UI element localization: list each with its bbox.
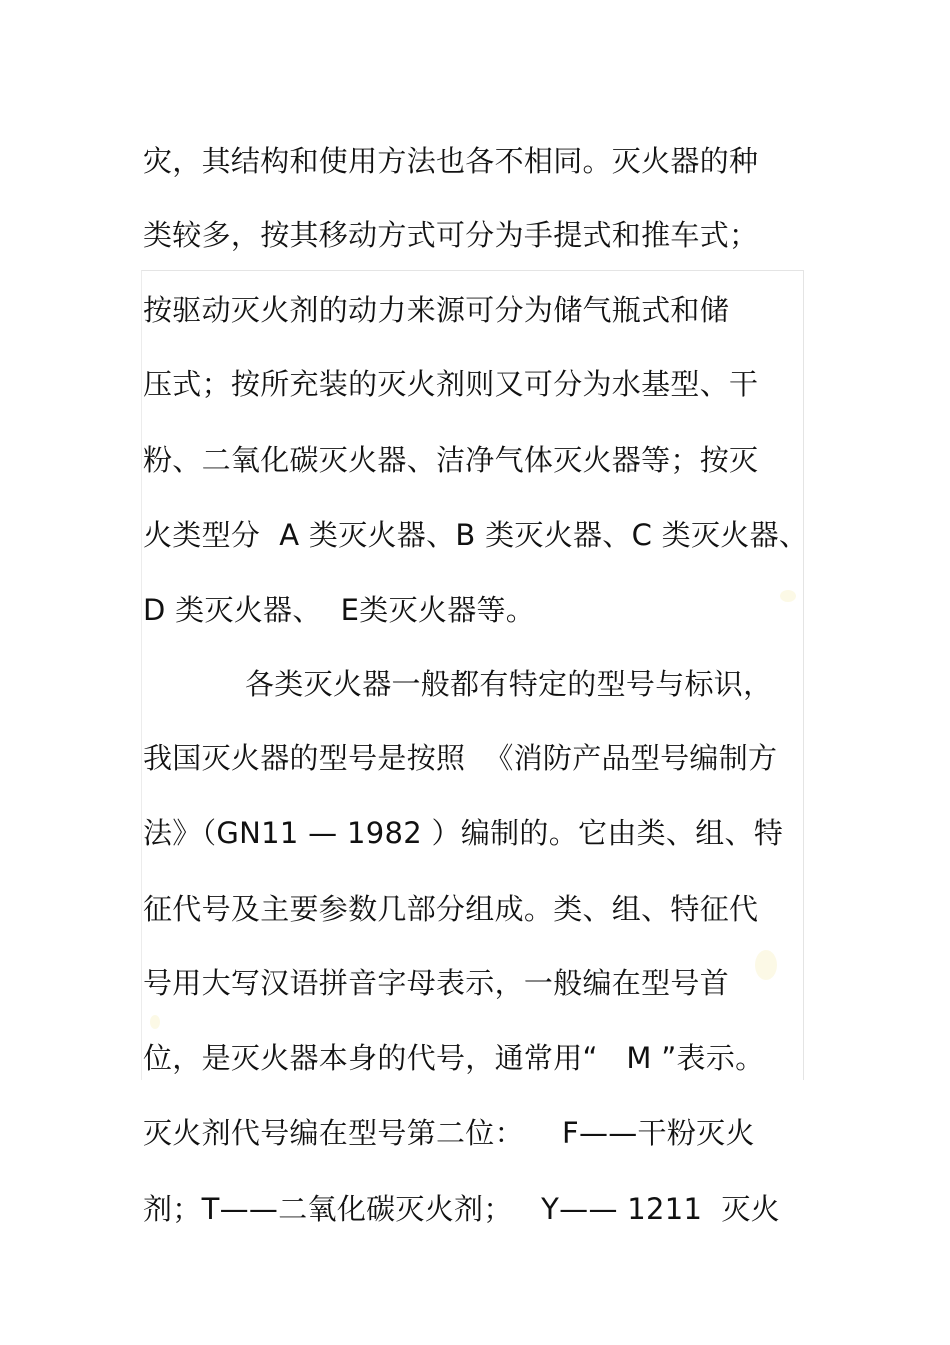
body-text-line: 征代号及主要参数几部分组成。类、组、特征代	[143, 892, 759, 926]
body-text-line: 粉、二氧化碳灭火器、洁净气体灭火器等；按灭	[143, 443, 759, 477]
body-text-line: 我国灭火器的型号是按照 《消防产品型号编制方	[143, 741, 778, 775]
scan-speck	[755, 950, 777, 980]
body-text-line: 号用大写汉语拼音字母表示，一般编在型号首	[143, 966, 730, 1000]
body-text-line: 位，是灭火器本身的代号，通常用“ M ”表示。	[143, 1041, 765, 1075]
body-text-line: 灭火剂代号编在型号第二位： F——干粉灭火	[143, 1116, 755, 1150]
body-text-line: 压式；按所充装的灭火剂则又可分为水基型、干	[143, 367, 759, 401]
scan-speck	[150, 1015, 160, 1029]
body-text-line: 按驱动灭火剂的动力来源可分为储气瓶式和储	[143, 293, 730, 327]
scan-speck	[780, 590, 796, 602]
paragraph-first-line: 各类灭火器一般都有特定的型号与标识，	[245, 667, 773, 701]
body-text-line: 剂；T——二氧化碳灭火剂； Y—— 1211 灭火	[143, 1192, 780, 1226]
body-text-line: 灾，其结构和使用方法也各不相同。灭火器的种	[143, 144, 759, 178]
body-text-line: 法》（GN11 — 1982 ）编制的。它由类、组、特	[143, 816, 784, 850]
body-text-line: D 类灭火器、 E类灭火器等。	[143, 593, 536, 627]
body-text-line: 火类型分 A 类灭火器、B 类灭火器、C 类灭火器、	[143, 518, 809, 552]
body-text-line: 类较多，按其移动方式可分为手提式和推车式；	[143, 218, 759, 252]
